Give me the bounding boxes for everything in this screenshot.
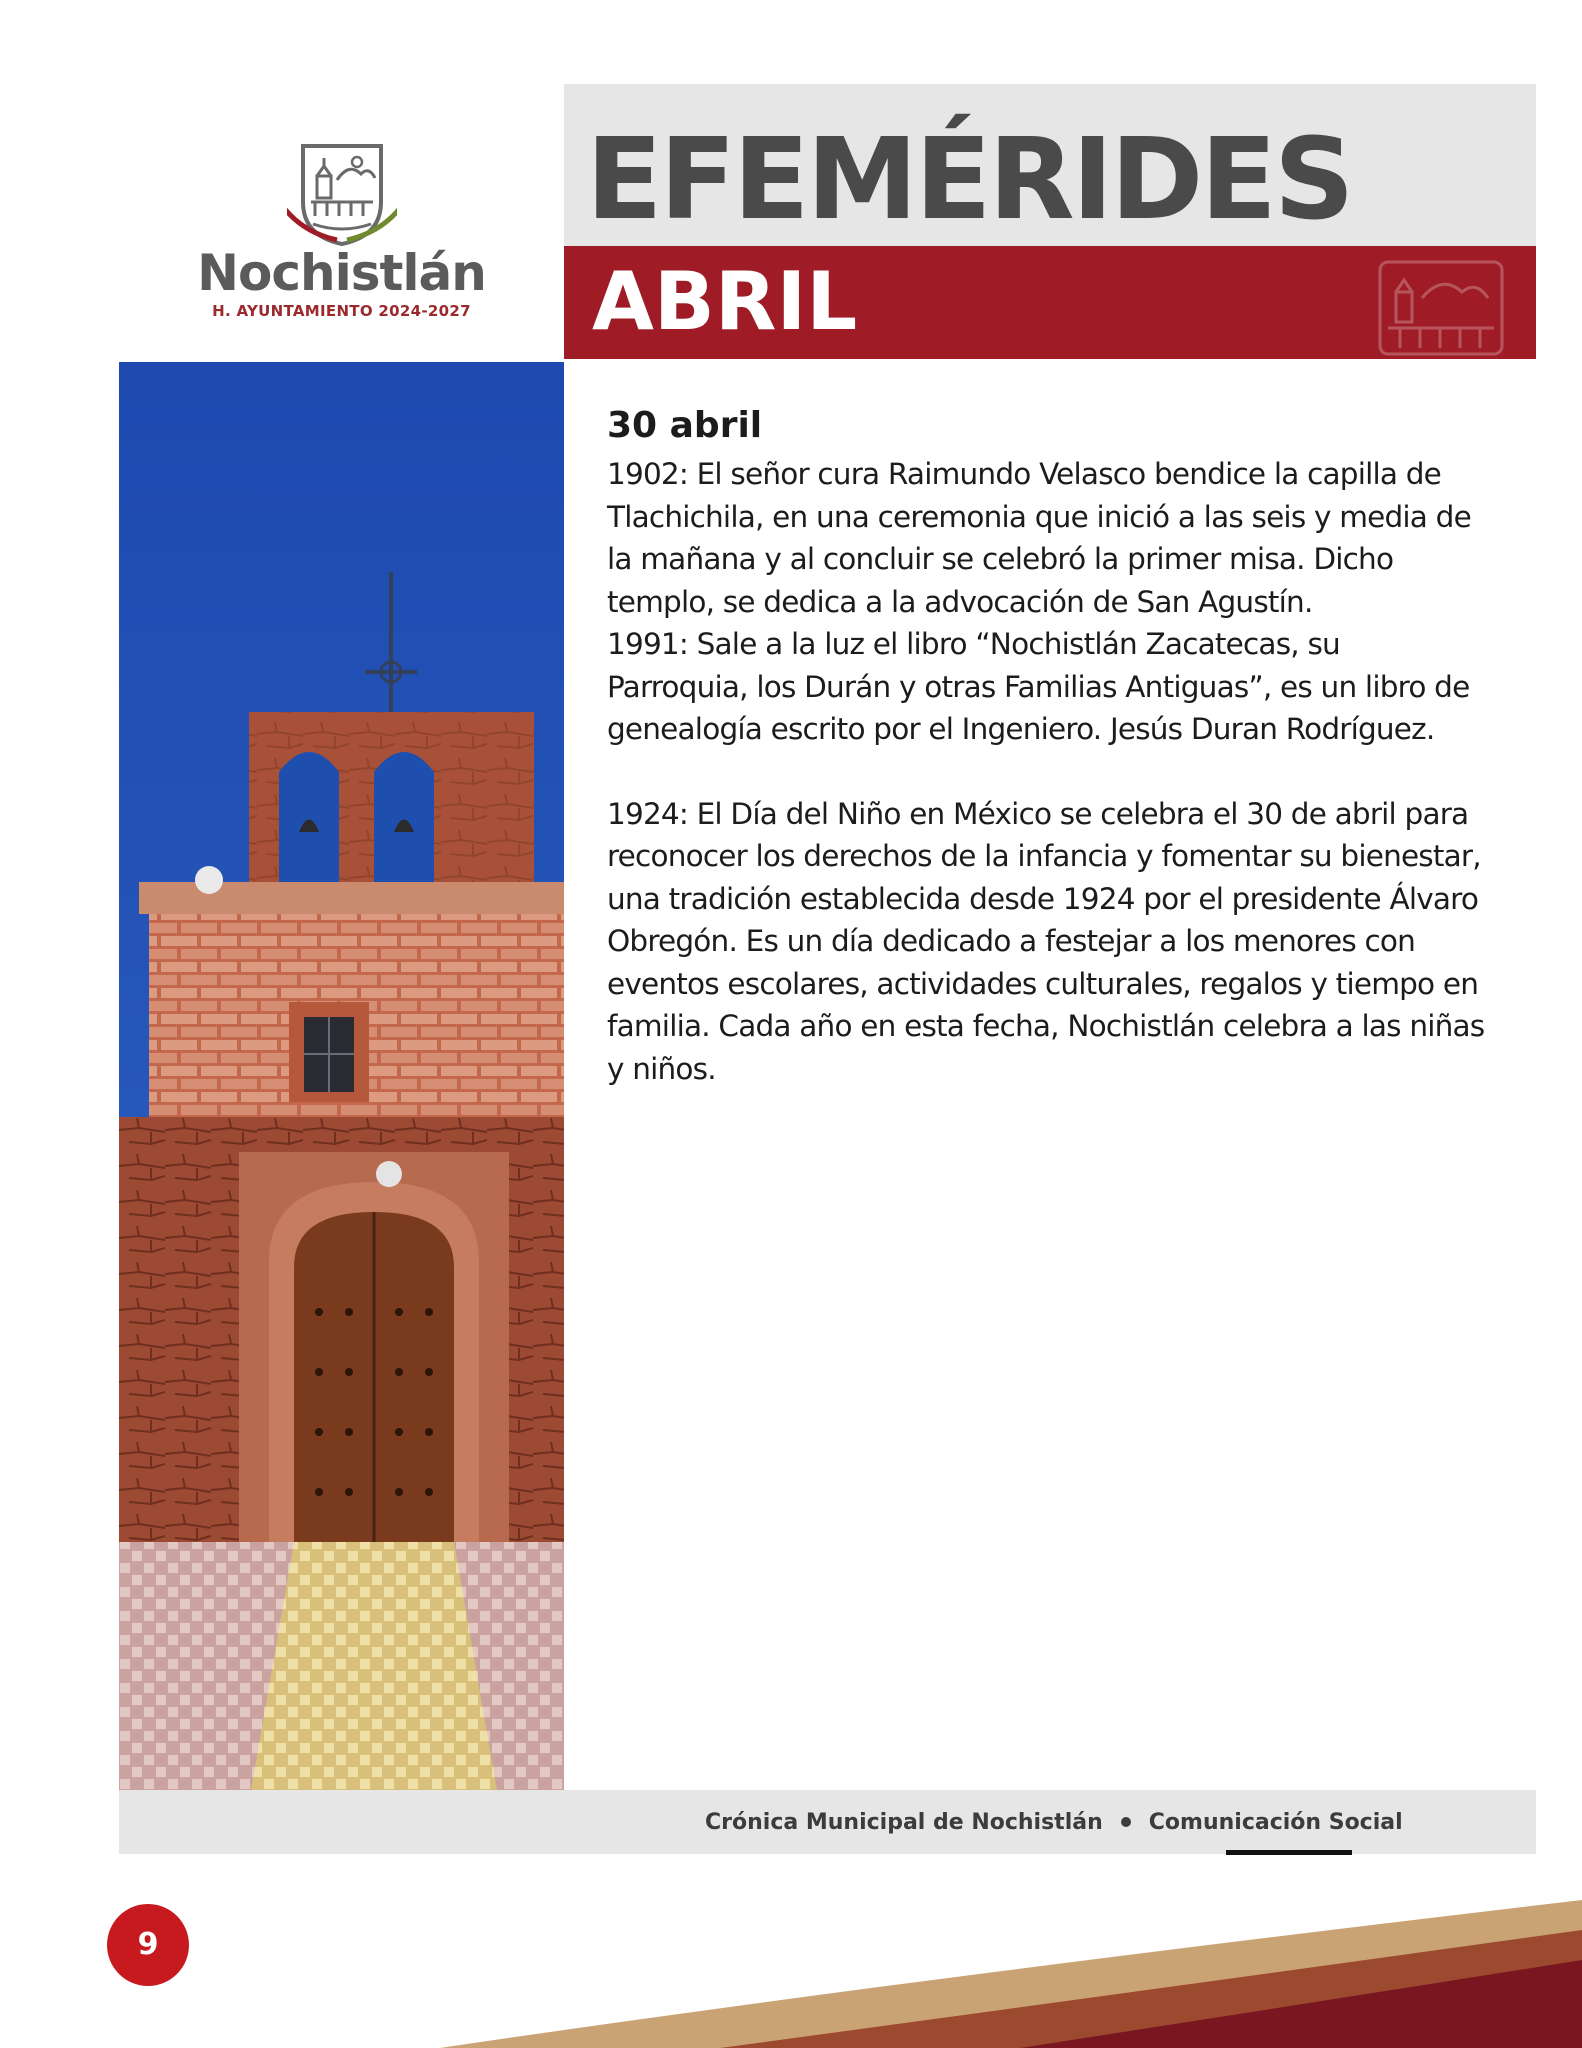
month-label: ABRIL — [592, 255, 858, 348]
page-number-badge: 9 — [107, 1904, 189, 1986]
month-band — [564, 246, 1536, 359]
logo-name: Nochistlán — [197, 244, 486, 302]
logo-subtitle: H. AYUNTAMIENTO 2024-2027 — [212, 302, 471, 320]
bullet-dot-icon — [1121, 1817, 1131, 1827]
date-heading: 30 abril — [607, 405, 763, 446]
footer-band — [119, 1790, 1536, 1854]
footer-underline — [1226, 1850, 1352, 1855]
church-photo — [119, 362, 564, 1802]
municipal-seal-icon — [287, 140, 397, 250]
footer-right-text: Comunicación Social — [1148, 1810, 1403, 1835]
seal-watermark-icon — [1376, 258, 1506, 358]
church-illustration — [119, 362, 564, 1802]
page-title: EFEMÉRIDES — [586, 115, 1352, 245]
municipal-logo — [119, 84, 564, 359]
title-band — [564, 84, 1536, 246]
entry-1902: 1902: El señor cura Raimundo Velasco bendice la capilla de Tlachichila, en una ceremonia que inició a las seis y media de la mañana y al concluir se celebró la primer misa. Dicho templo, se dedica a la advocación de San Agustín. — [607, 457, 1471, 619]
footer-credits — [705, 1810, 1403, 1835]
decorative-swoosh — [0, 1880, 1582, 2048]
footer-left-text: Crónica Municipal de Nochistlán — [705, 1810, 1103, 1835]
entry-1924: 1924: El Día del Niño en México se celebra el 30 de abril para reconocer los derechos de la infancia y fomentar su bienestar, una tradición establecida desde 1924 por el presidente Álvaro Obregón. Es un día dedicado a festejar a los menores con eventos escolares, actividades culturales, regalos y tiempo en familia. Cada año en esta fecha, Nochistlán celebra a las niñas y niños. — [607, 796, 1485, 1086]
entry-1991: 1991: Sale a la luz el libro “Nochistlán Zacatecas, su Parroquia, los Durán y otras Familias Antiguas”, es un libro de genealogía escrito por el Ingeniero. Jesús Duran Rodríguez. — [607, 627, 1470, 747]
article-body — [607, 404, 1487, 1090]
